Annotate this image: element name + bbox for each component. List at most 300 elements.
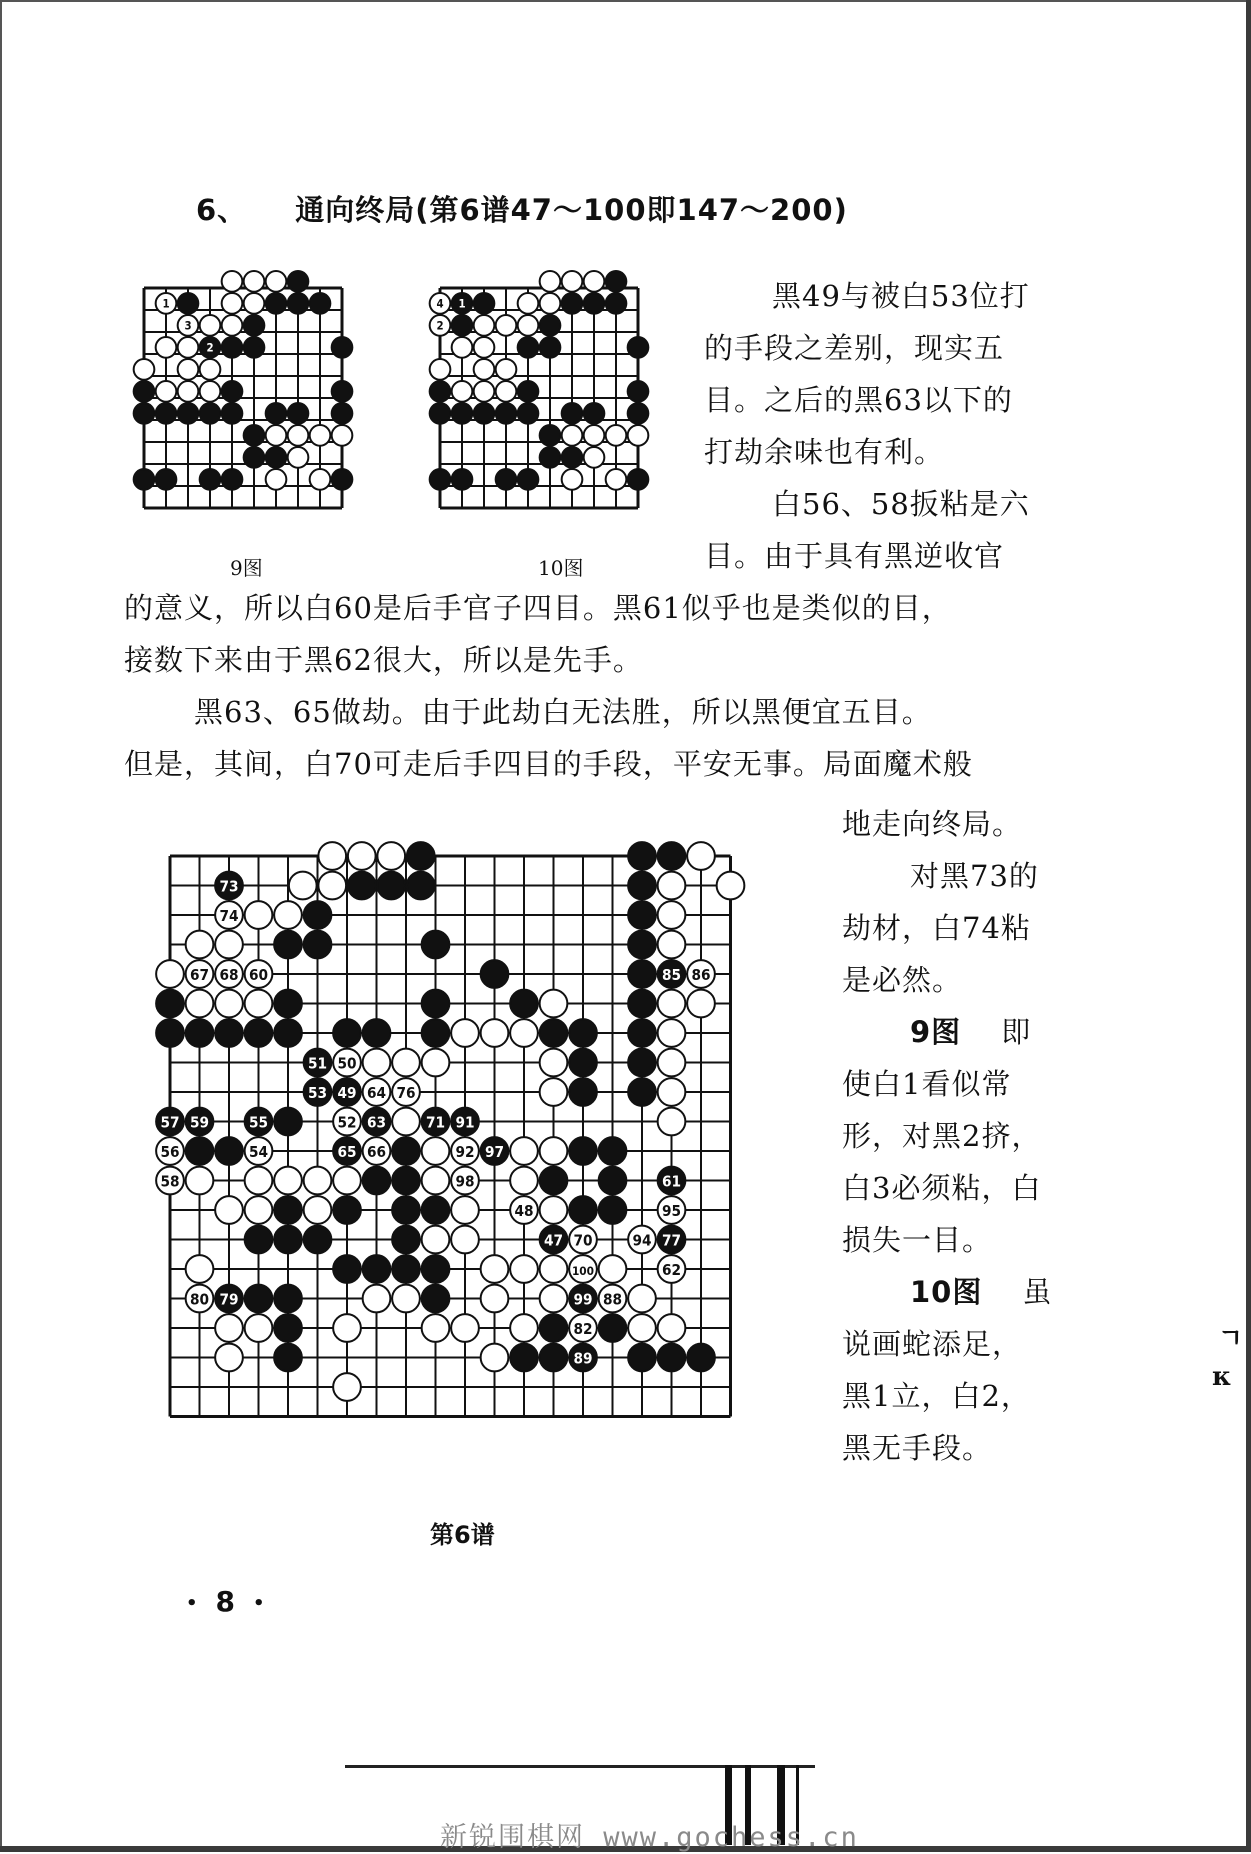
black-stone bbox=[658, 960, 686, 988]
white-stone bbox=[422, 1049, 450, 1077]
white-stone bbox=[156, 960, 184, 988]
white-stone bbox=[215, 990, 243, 1018]
white-stone bbox=[215, 960, 243, 988]
move-number: 2 bbox=[436, 318, 444, 333]
black-stone bbox=[392, 1167, 420, 1195]
white-stone bbox=[215, 1196, 243, 1224]
text-line: 虽 bbox=[1022, 1275, 1053, 1309]
black-stone bbox=[628, 1049, 656, 1077]
white-stone bbox=[186, 1285, 214, 1313]
viewer-frame-right bbox=[1246, 0, 1251, 1852]
black-stone bbox=[496, 469, 517, 490]
move-number: 60 bbox=[248, 965, 269, 984]
black-stone bbox=[628, 931, 656, 959]
black-stone bbox=[628, 337, 649, 358]
move-number: 76 bbox=[396, 1083, 416, 1102]
move-number: 91 bbox=[455, 1113, 475, 1132]
white-stone bbox=[658, 1196, 686, 1224]
white-stone bbox=[289, 872, 317, 900]
black-stone bbox=[518, 381, 539, 402]
black-stone bbox=[518, 469, 539, 490]
move-number: 85 bbox=[661, 965, 682, 984]
white-stone bbox=[496, 381, 517, 402]
black-stone bbox=[599, 1314, 627, 1342]
move-number: 71 bbox=[425, 1113, 446, 1132]
black-stone bbox=[540, 1019, 568, 1047]
black-stone bbox=[304, 931, 332, 959]
fig10-caption: 10图 bbox=[538, 556, 584, 580]
move-number: 68 bbox=[219, 965, 239, 984]
black-stone bbox=[481, 960, 509, 988]
black-stone bbox=[134, 403, 155, 424]
white-stone bbox=[245, 960, 273, 988]
white-stone bbox=[422, 1137, 450, 1165]
black-stone bbox=[244, 315, 265, 336]
text-line: 目。由于具有黑逆收官 bbox=[704, 539, 1005, 573]
white-stone bbox=[304, 1167, 332, 1195]
white-stone bbox=[310, 425, 331, 446]
black-stone bbox=[244, 337, 265, 358]
black-stone bbox=[266, 447, 287, 468]
text-line: 地走向终局。 bbox=[842, 807, 1023, 841]
black-stone bbox=[186, 1019, 214, 1047]
white-stone bbox=[584, 447, 605, 468]
white-stone bbox=[658, 931, 686, 959]
white-stone bbox=[318, 842, 346, 870]
white-stone bbox=[178, 359, 199, 380]
white-stone bbox=[510, 1167, 538, 1195]
white-stone bbox=[518, 293, 539, 314]
black-stone bbox=[474, 403, 495, 424]
white-stone bbox=[430, 315, 451, 336]
white-stone bbox=[481, 1255, 509, 1283]
black-stone bbox=[134, 381, 155, 402]
white-stone bbox=[200, 315, 221, 336]
black-stone bbox=[310, 293, 331, 314]
white-stone bbox=[310, 469, 331, 490]
viewer-frame-top bbox=[0, 0, 1251, 2]
black-stone bbox=[569, 1078, 597, 1106]
black-stone bbox=[599, 1196, 627, 1224]
game-record-board bbox=[162, 842, 822, 1482]
black-stone bbox=[274, 1108, 302, 1136]
black-stone bbox=[332, 403, 353, 424]
text-line: 白56、58扳粘是六 bbox=[772, 487, 1030, 521]
white-stone bbox=[363, 1137, 391, 1165]
section-heading bbox=[196, 188, 848, 229]
white-stone bbox=[186, 990, 214, 1018]
white-stone bbox=[451, 1196, 479, 1224]
black-stone bbox=[422, 990, 450, 1018]
white-stone bbox=[222, 293, 243, 314]
white-stone bbox=[245, 1167, 273, 1195]
move-number: 3 bbox=[184, 318, 192, 333]
black-stone bbox=[186, 1108, 214, 1136]
black-stone bbox=[474, 293, 495, 314]
black-stone bbox=[422, 1285, 450, 1313]
black-stone bbox=[628, 990, 656, 1018]
black-stone bbox=[245, 1108, 273, 1136]
black-stone bbox=[569, 1019, 597, 1047]
white-stone bbox=[717, 872, 745, 900]
white-stone bbox=[156, 1167, 184, 1195]
move-number: 92 bbox=[455, 1142, 475, 1161]
black-stone bbox=[274, 1226, 302, 1254]
white-stone bbox=[215, 931, 243, 959]
black-stone bbox=[518, 337, 539, 358]
white-stone bbox=[245, 1196, 273, 1224]
white-stone bbox=[510, 1137, 538, 1165]
move-number: 88 bbox=[602, 1290, 623, 1309]
black-stone bbox=[628, 381, 649, 402]
text-line: 但是，其间，白70可走后手四目的手段，平安无事。局面魔术般 bbox=[124, 747, 973, 781]
black-stone bbox=[584, 403, 605, 424]
move-number: 52 bbox=[337, 1113, 357, 1132]
white-stone bbox=[518, 315, 539, 336]
white-stone bbox=[540, 990, 568, 1018]
move-number: 63 bbox=[366, 1113, 387, 1132]
black-stone bbox=[392, 1137, 420, 1165]
black-stone bbox=[510, 990, 538, 1018]
section-number: 6、 bbox=[196, 193, 248, 227]
move-number: 47 bbox=[543, 1231, 564, 1250]
black-stone bbox=[392, 1255, 420, 1283]
text-line: 的意义，所以白60是后手官子四目。黑61似乎也是类似的目， bbox=[124, 591, 952, 625]
black-stone bbox=[562, 293, 583, 314]
white-stone bbox=[186, 960, 214, 988]
move-number: 98 bbox=[455, 1172, 475, 1191]
white-stone bbox=[333, 1314, 361, 1342]
move-number: 1 bbox=[458, 296, 466, 311]
paragraph-1 bbox=[704, 270, 1030, 582]
black-stone bbox=[222, 469, 243, 490]
move-number: 61 bbox=[661, 1172, 682, 1191]
black-stone bbox=[628, 403, 649, 424]
white-stone bbox=[333, 1108, 361, 1136]
black-stone bbox=[215, 1137, 243, 1165]
black-stone bbox=[540, 1167, 568, 1195]
white-stone bbox=[628, 1285, 656, 1313]
black-stone bbox=[363, 1019, 391, 1047]
white-stone bbox=[274, 1167, 302, 1195]
black-stone bbox=[599, 1137, 627, 1165]
black-stone bbox=[215, 1019, 243, 1047]
white-stone bbox=[215, 1314, 243, 1342]
black-stone bbox=[422, 1255, 450, 1283]
white-stone bbox=[215, 901, 243, 929]
white-stone bbox=[584, 425, 605, 446]
black-stone bbox=[215, 1285, 243, 1313]
white-stone bbox=[481, 1285, 509, 1313]
black-stone bbox=[569, 1285, 597, 1313]
move-number: 65 bbox=[337, 1142, 357, 1161]
black-stone bbox=[606, 271, 627, 292]
white-stone bbox=[451, 1019, 479, 1047]
black-stone bbox=[215, 872, 243, 900]
white-stone bbox=[474, 315, 495, 336]
white-stone bbox=[599, 1255, 627, 1283]
move-number: 62 bbox=[661, 1260, 682, 1279]
white-stone bbox=[658, 1049, 686, 1077]
black-stone bbox=[288, 293, 309, 314]
white-stone bbox=[430, 359, 451, 380]
white-stone bbox=[244, 271, 265, 292]
diagram-fig9-board bbox=[144, 280, 394, 530]
text-line: 白3必须粘，白 bbox=[842, 1171, 1042, 1205]
white-stone bbox=[392, 1049, 420, 1077]
white-stone bbox=[392, 1108, 420, 1136]
black-stone bbox=[628, 1019, 656, 1047]
white-stone bbox=[540, 293, 561, 314]
white-stone bbox=[451, 1314, 479, 1342]
black-stone bbox=[540, 1344, 568, 1372]
move-number: 58 bbox=[160, 1172, 180, 1191]
white-stone bbox=[540, 271, 561, 292]
white-stone bbox=[658, 1314, 686, 1342]
text-line: 即 bbox=[1001, 1015, 1032, 1049]
move-number: 53 bbox=[307, 1083, 328, 1102]
move-number: 48 bbox=[514, 1201, 534, 1220]
black-stone bbox=[332, 381, 353, 402]
white-stone bbox=[245, 990, 273, 1018]
white-stone bbox=[134, 359, 155, 380]
white-stone bbox=[452, 381, 473, 402]
white-stone bbox=[628, 425, 649, 446]
move-number: 51 bbox=[307, 1054, 328, 1073]
black-stone bbox=[658, 1167, 686, 1195]
white-stone bbox=[658, 1108, 686, 1136]
move-number: 4 bbox=[436, 296, 444, 311]
move-number: 86 bbox=[691, 965, 711, 984]
black-stone bbox=[348, 872, 376, 900]
white-stone bbox=[584, 271, 605, 292]
white-stone bbox=[510, 1196, 538, 1224]
white-stone bbox=[562, 425, 583, 446]
white-stone bbox=[658, 872, 686, 900]
black-stone bbox=[658, 1226, 686, 1254]
black-stone bbox=[244, 425, 265, 446]
black-stone bbox=[540, 425, 561, 446]
black-stone bbox=[628, 1078, 656, 1106]
black-stone bbox=[156, 990, 184, 1018]
paragraph-side bbox=[842, 798, 1052, 1474]
black-stone bbox=[452, 315, 473, 336]
white-stone bbox=[628, 1314, 656, 1342]
white-stone bbox=[178, 337, 199, 358]
black-stone bbox=[569, 1049, 597, 1077]
black-stone bbox=[562, 403, 583, 424]
move-number: 1 bbox=[162, 296, 170, 311]
move-number: 54 bbox=[248, 1142, 269, 1161]
black-stone bbox=[430, 403, 451, 424]
white-stone bbox=[245, 1137, 273, 1165]
white-stone bbox=[451, 1226, 479, 1254]
black-stone bbox=[134, 469, 155, 490]
fig9-heading: 9图 bbox=[910, 1015, 962, 1049]
white-stone bbox=[318, 872, 346, 900]
white-stone bbox=[186, 1255, 214, 1283]
white-stone bbox=[348, 842, 376, 870]
black-stone bbox=[222, 381, 243, 402]
move-number: 82 bbox=[573, 1319, 593, 1338]
black-stone bbox=[422, 1108, 450, 1136]
text-line: 对黑73的 bbox=[910, 859, 1039, 893]
white-stone bbox=[215, 1344, 243, 1372]
move-number: 89 bbox=[573, 1349, 593, 1368]
text-line: 接数下来由于黑62很大，所以是先手。 bbox=[124, 643, 643, 677]
white-stone bbox=[392, 1285, 420, 1313]
white-stone bbox=[333, 1167, 361, 1195]
white-stone bbox=[178, 381, 199, 402]
white-stone bbox=[658, 990, 686, 1018]
white-stone bbox=[430, 293, 451, 314]
move-number: 66 bbox=[366, 1142, 387, 1161]
black-stone bbox=[274, 931, 302, 959]
white-stone bbox=[628, 1226, 656, 1254]
paragraph-2 bbox=[124, 582, 973, 790]
white-stone bbox=[266, 425, 287, 446]
black-stone bbox=[606, 293, 627, 314]
white-stone bbox=[222, 271, 243, 292]
black-stone bbox=[333, 1137, 361, 1165]
black-stone bbox=[245, 1226, 273, 1254]
text-line: 黑63、65做劫。由于此劫白无法胜，所以黑便宜五目。 bbox=[194, 695, 932, 729]
black-stone bbox=[274, 1019, 302, 1047]
black-stone bbox=[156, 1108, 184, 1136]
black-stone bbox=[304, 1078, 332, 1106]
white-stone bbox=[510, 1314, 538, 1342]
black-stone bbox=[392, 1226, 420, 1254]
main-board-caption: 第6谱 bbox=[430, 1521, 495, 1549]
black-stone bbox=[156, 403, 177, 424]
white-stone bbox=[481, 1344, 509, 1372]
black-stone bbox=[274, 1314, 302, 1342]
black-stone bbox=[178, 403, 199, 424]
white-stone bbox=[156, 293, 177, 314]
white-stone bbox=[510, 1019, 538, 1047]
text-line: 打劫余味也有利。 bbox=[704, 435, 945, 469]
move-number: 59 bbox=[189, 1113, 210, 1132]
white-stone bbox=[333, 1049, 361, 1077]
black-stone bbox=[540, 447, 561, 468]
move-number: 77 bbox=[661, 1231, 682, 1250]
move-number: 79 bbox=[219, 1290, 239, 1309]
white-stone bbox=[496, 359, 517, 380]
white-stone bbox=[274, 901, 302, 929]
black-stone bbox=[422, 1196, 450, 1224]
move-number: 100 bbox=[571, 1263, 595, 1278]
white-stone bbox=[496, 315, 517, 336]
black-stone bbox=[363, 1255, 391, 1283]
white-stone bbox=[288, 447, 309, 468]
black-stone bbox=[540, 1314, 568, 1342]
black-stone bbox=[333, 1255, 361, 1283]
black-stone bbox=[222, 337, 243, 358]
white-stone bbox=[363, 1285, 391, 1313]
move-number: 95 bbox=[661, 1201, 682, 1220]
black-stone bbox=[333, 1196, 361, 1224]
white-stone bbox=[288, 425, 309, 446]
white-stone bbox=[540, 1196, 568, 1224]
black-stone bbox=[628, 960, 656, 988]
white-stone bbox=[562, 469, 583, 490]
white-stone bbox=[474, 359, 495, 380]
black-stone bbox=[274, 1344, 302, 1372]
white-stone bbox=[540, 1137, 568, 1165]
white-stone bbox=[658, 1255, 686, 1283]
white-stone bbox=[266, 469, 287, 490]
white-stone bbox=[540, 1255, 568, 1283]
black-stone bbox=[562, 447, 583, 468]
black-stone bbox=[244, 447, 265, 468]
white-stone bbox=[687, 842, 715, 870]
black-stone bbox=[178, 293, 199, 314]
white-stone bbox=[569, 1226, 597, 1254]
black-stone bbox=[628, 872, 656, 900]
black-stone bbox=[407, 842, 435, 870]
white-stone bbox=[304, 1196, 332, 1224]
black-stone bbox=[430, 469, 451, 490]
black-stone bbox=[392, 1196, 420, 1224]
black-stone bbox=[304, 901, 332, 929]
margin-mark: ㄱ bbox=[1218, 1324, 1244, 1354]
move-number: 50 bbox=[337, 1054, 357, 1073]
black-stone bbox=[422, 931, 450, 959]
text-line: 黑49与被白53位打 bbox=[772, 279, 1030, 313]
black-stone bbox=[156, 469, 177, 490]
text-line: 劫材，白74粘 bbox=[842, 911, 1031, 945]
text-line: 使白1看似常 bbox=[842, 1067, 1012, 1101]
white-stone bbox=[156, 1137, 184, 1165]
move-number: 2 bbox=[206, 340, 214, 355]
text-line: 说画蛇添足， bbox=[842, 1327, 1023, 1361]
black-stone bbox=[452, 403, 473, 424]
white-stone bbox=[363, 1078, 391, 1106]
watermark: 新锐围棋网 www.gochess.cn bbox=[440, 1822, 859, 1853]
black-stone bbox=[496, 403, 517, 424]
white-stone bbox=[156, 337, 177, 358]
black-stone bbox=[288, 271, 309, 292]
white-stone bbox=[599, 1285, 627, 1313]
text-line: 的手段之差别，现实五 bbox=[704, 331, 1005, 365]
black-stone bbox=[430, 381, 451, 402]
black-stone bbox=[569, 1137, 597, 1165]
black-stone bbox=[687, 1344, 715, 1372]
black-stone bbox=[452, 469, 473, 490]
white-stone bbox=[474, 381, 495, 402]
black-stone bbox=[274, 1196, 302, 1224]
black-stone bbox=[451, 1108, 479, 1136]
white-stone bbox=[451, 1167, 479, 1195]
text-line: 是必然。 bbox=[842, 963, 963, 997]
white-stone bbox=[540, 1285, 568, 1313]
black-stone bbox=[245, 1285, 273, 1313]
black-stone bbox=[363, 1108, 391, 1136]
section-title: 通向终局(第6谱47～100即147～200) bbox=[295, 193, 848, 227]
black-stone bbox=[200, 403, 221, 424]
white-stone bbox=[474, 337, 495, 358]
black-stone bbox=[481, 1137, 509, 1165]
move-number: 57 bbox=[160, 1113, 180, 1132]
black-stone bbox=[304, 1226, 332, 1254]
viewer-frame-left bbox=[0, 0, 2, 1852]
white-stone bbox=[200, 381, 221, 402]
black-stone bbox=[333, 1019, 361, 1047]
white-stone bbox=[687, 990, 715, 1018]
white-stone bbox=[178, 315, 199, 336]
white-stone bbox=[245, 901, 273, 929]
white-stone bbox=[186, 1167, 214, 1195]
